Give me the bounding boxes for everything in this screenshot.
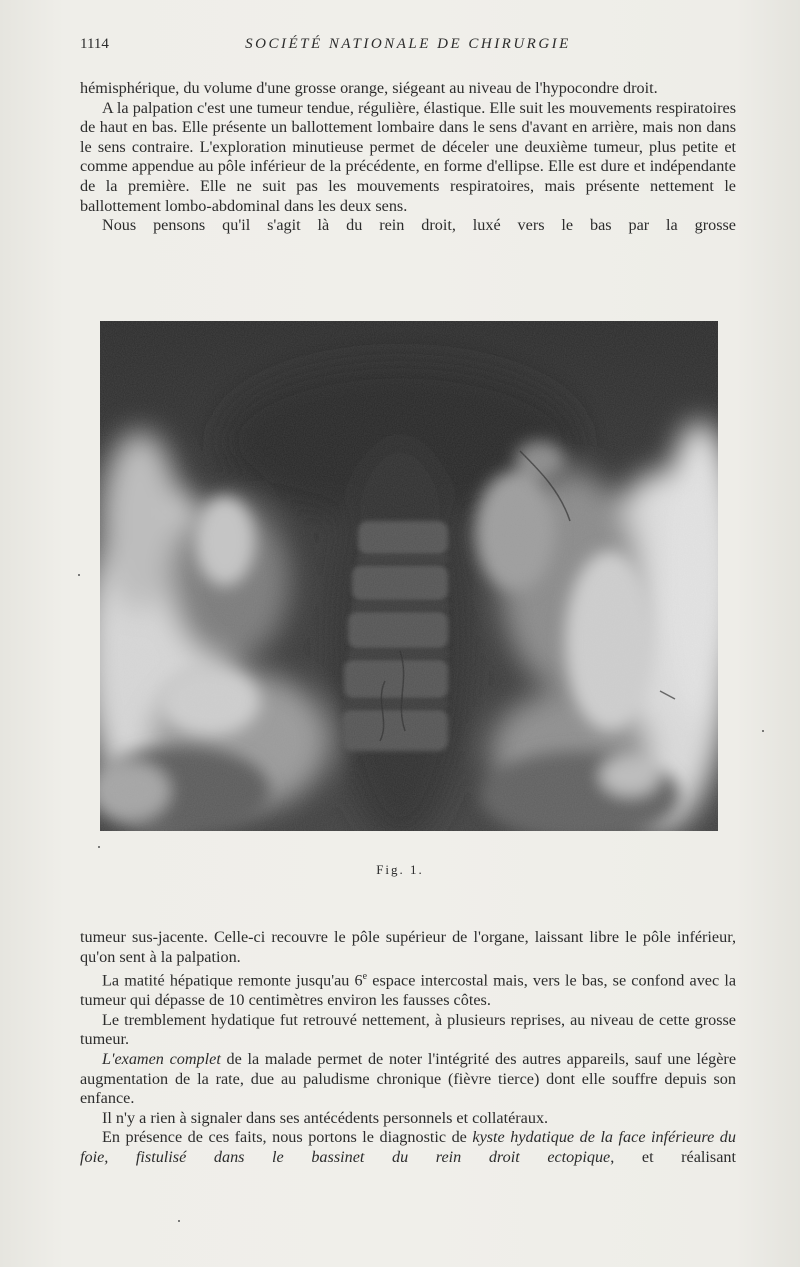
paragraph-5 (80, 967, 736, 1011)
top-text-block (80, 79, 736, 236)
running-header (80, 36, 736, 58)
paragraph-6: Le tremblement hydatique fut retrouvé nettement, à plusieurs reprises, au niveau de cette grosse tumeur. (80, 1010, 736, 1049)
page-number: 1114 (80, 36, 109, 52)
paper-speck (178, 1220, 180, 1222)
paragraph-1: hémisphérique, du volume d'une grosse orange, siégeant au niveau de l'hypocondre droit. (80, 79, 658, 97)
figure-caption: Fig. 1. (376, 862, 424, 877)
paragraph-9-start: En présence de ces faits, nous portons le diagnostic de (102, 1128, 473, 1147)
paragraph-9 (80, 1128, 736, 1167)
paragraph-5-part-b: espace intercostal mais, vers le bas, se confond avec la tumeur qui dépasse de 10 centimètres environ les fausses côtes. (80, 971, 737, 1010)
paragraph-8: Il n'y a rien à signaler dans ses antécédents personnels et collatéraux. (102, 1108, 549, 1127)
paragraph-3: Nous pensons qu'il s'agit là du rein droit, luxé vers le bas par la grosse (102, 216, 736, 235)
paragraph-9-end: , et réalisant (610, 1147, 737, 1166)
paragraph-4: tumeur sus-jacente. Celle-ci recouvre le pôle supérieur de l'organe, laissant libre le pôle inférieur, qu'on sent à la palpation. (80, 928, 736, 966)
bottom-text-block (80, 928, 736, 1168)
paragraph-7 (80, 1050, 736, 1109)
ordinal-superscript: e (362, 971, 368, 983)
xray-figure (100, 321, 718, 831)
paragraph-7-rest: de la malade permet de noter l'intégrité des autres appareils, sauf une légère augmentation de la rate, due au paludisme chronique (fièvre tierce) dont elle souffre depuis son enfance. (80, 1049, 737, 1108)
paragraph-2: A la palpation c'est une tumeur tendue, régulière, élastique. Elle suit les mouvements respiratoires de haut en bas. Elle présente un ballottement lombaire dans le sens d'avant en arrière, mais non dans le sens contraire. L'exploration minutieuse permet de déceler une deuxième tumeur, plus petite et comme appendue au pôle inférieur de la précédente, en forme d'ellipse. Elle est dure et indépendante de la première. Elle ne suit pas les mouvements respiratoires, mais présente nettement le ballottement lombo-abdominal dans les deux sens. (80, 98, 736, 215)
running-title: SOCIÉTÉ NATIONALE DE CHIRURGIE (245, 36, 571, 52)
italic-phrase: L'examen complet (102, 1049, 221, 1068)
paragraph-5-part-a: La matité hépatique remonte jusqu'au 6 (102, 971, 363, 990)
paper-speck (98, 846, 100, 848)
xray-image (100, 321, 718, 831)
paper-speck (78, 574, 80, 576)
paper-speck (762, 730, 764, 732)
diagnosis-italic: kyste hydatique de la face inférieure du foie, fistulisé dans le bassinet du rein droit ectopique (80, 1128, 736, 1166)
